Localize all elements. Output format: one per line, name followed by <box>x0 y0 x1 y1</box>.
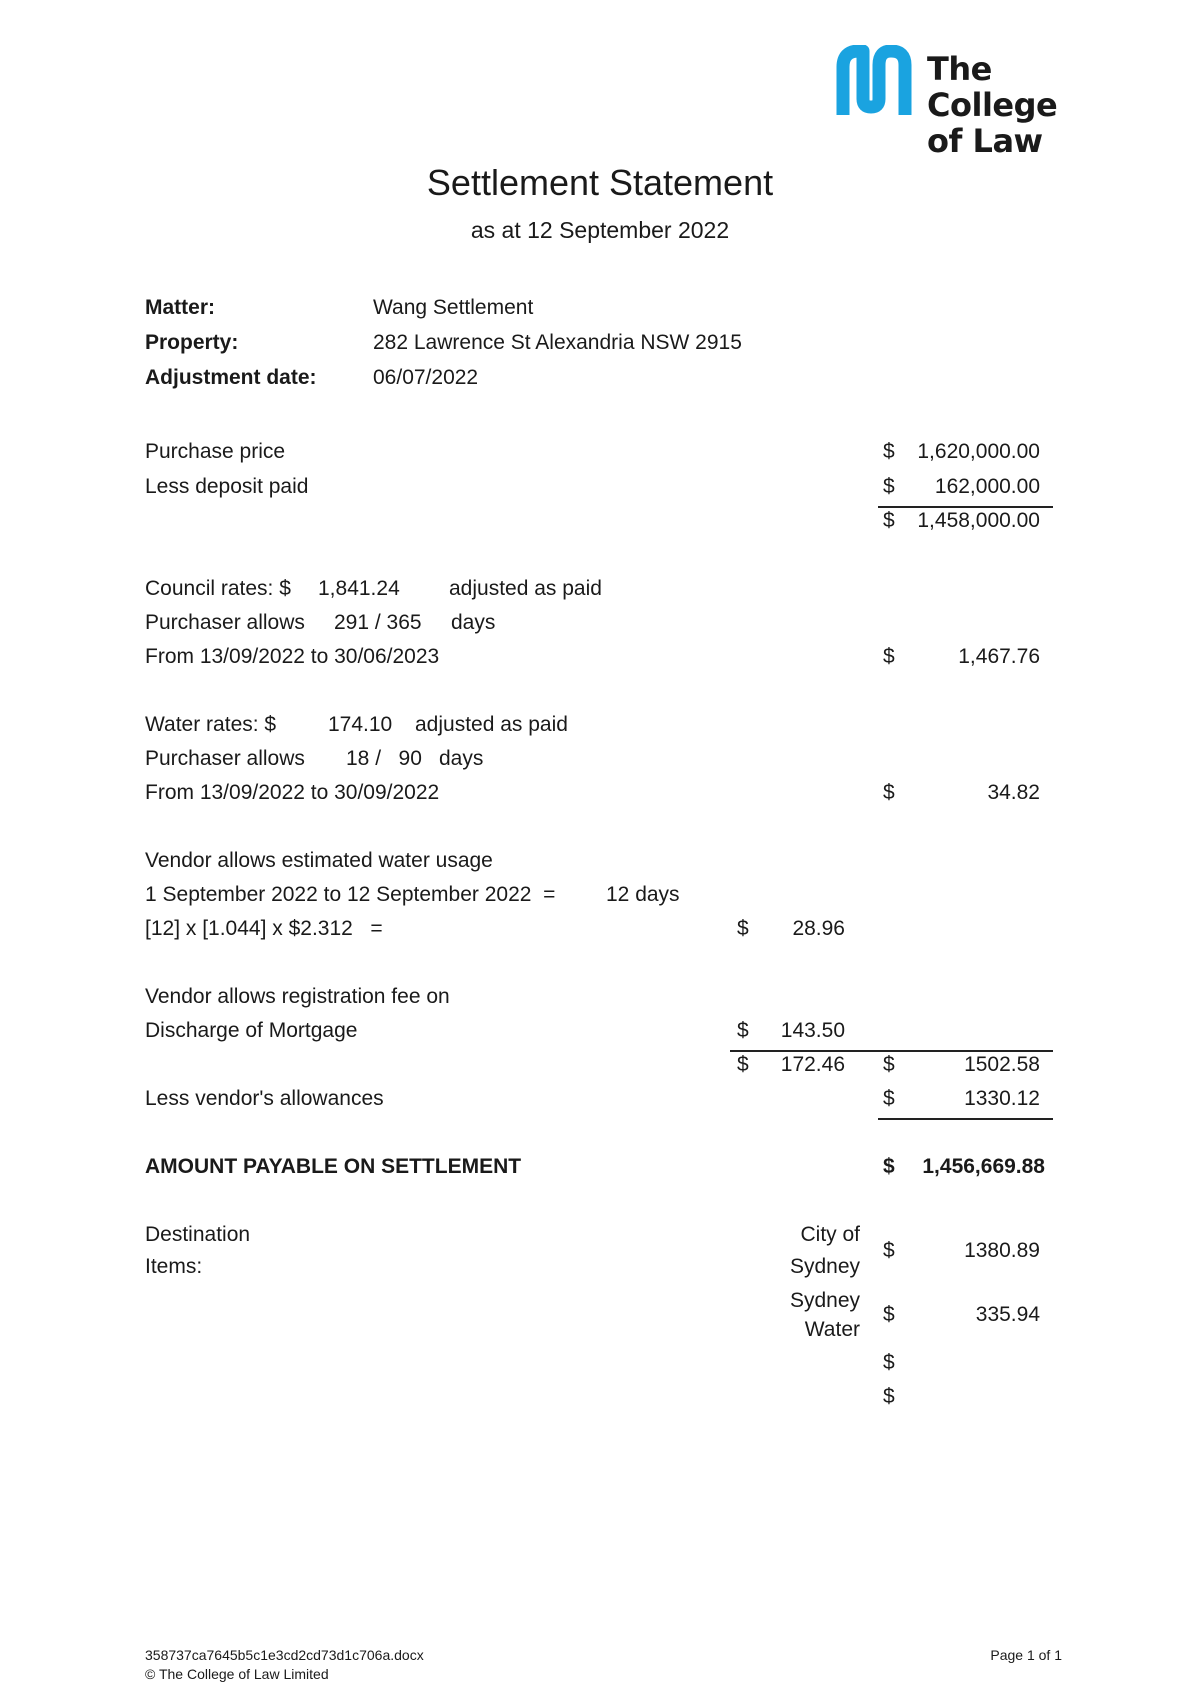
council-purchaser-allows: Purchaser allows <box>145 611 305 634</box>
usage-currency: $ <box>737 917 749 940</box>
usage-period: 1 September 2022 to 12 September 2022 = <box>145 883 556 906</box>
council-period: From 13/09/2022 to 30/06/2023 <box>145 645 440 668</box>
matter-value: Wang Settlement <box>373 296 534 319</box>
logo-mark-icon <box>835 45 915 123</box>
property-value: 282 Lawrence St Alexandria NSW 2915 <box>373 331 742 354</box>
purchase-price-currency: $ <box>883 440 895 463</box>
matter-label: Matter: <box>145 296 216 319</box>
deposit-value: 162,000.00 <box>934 475 1040 498</box>
water-purchaser-allows: Purchaser allows <box>145 747 305 770</box>
usage-label: Vendor allows estimated water usage <box>145 849 493 872</box>
water-rates-adjusted: adjusted as paid <box>415 713 568 736</box>
less-vendor-currency: $ <box>883 1087 895 1110</box>
water-ratio: 18 / 90 <box>346 747 422 770</box>
usage-days: 12 days <box>606 883 680 906</box>
subtotal-divider <box>730 1050 1053 1052</box>
vendor-subtotal-currency: $ <box>737 1053 749 1076</box>
footer-filename: 358737ca7645b5c1e3cd2cd73d1c706a.docx <box>145 1647 424 1663</box>
council-rates-label: Council rates: $ <box>145 577 291 600</box>
water-days: days <box>439 747 484 770</box>
total-divider <box>878 1118 1053 1120</box>
purchaser-subtotal-currency: $ <box>883 1053 895 1076</box>
registration-label: Vendor allows registration fee on <box>145 985 450 1008</box>
divider-line <box>878 506 1053 508</box>
registration-discharge: Discharge of Mortgage <box>145 1019 358 1042</box>
destination-items-label: Items: <box>145 1255 203 1278</box>
destination-label: Destination <box>145 1223 251 1246</box>
destination-item-currency: $ <box>883 1351 895 1374</box>
page-title: Settlement Statement <box>426 162 774 203</box>
purchase-price-value: 1,620,000.00 <box>917 440 1040 463</box>
council-days: days <box>451 611 496 634</box>
destination-item-value: 1380.89 <box>964 1239 1040 1262</box>
destination-item-name: Sydney <box>789 1255 860 1278</box>
usage-formula: [12] x [1.044] x $2.312 = <box>145 917 383 940</box>
water-rates-label: Water rates: $ <box>145 713 277 736</box>
page-subtitle: as at 12 September 2022 <box>470 217 730 243</box>
adjustment-date-label: Adjustment date: <box>145 366 317 389</box>
college-of-law-logo <box>835 45 1130 160</box>
destination-item-value: 335.94 <box>975 1303 1040 1326</box>
council-value: 1,467.76 <box>958 645 1040 668</box>
water-rates-amount: 174.10 <box>328 713 393 736</box>
vendor-subtotal-value: 172.46 <box>780 1053 845 1076</box>
logo-line-2: of Law <box>927 122 1043 160</box>
water-value: 34.82 <box>987 781 1040 804</box>
less-vendor-allowances-label: Less vendor's allowances <box>145 1087 384 1110</box>
destination-item-currency: $ <box>883 1239 895 1262</box>
balance-value: 1,458,000.00 <box>917 509 1040 532</box>
amount-payable-currency: $ <box>883 1155 895 1178</box>
property-label: Property: <box>145 331 239 354</box>
council-rates-adjusted: adjusted as paid <box>449 577 602 600</box>
registration-value: 143.50 <box>780 1019 845 1042</box>
deposit-label: Less deposit paid <box>145 475 309 498</box>
footer-copyright: © The College of Law Limited <box>145 1666 329 1682</box>
less-vendor-value: 1330.12 <box>964 1087 1040 1110</box>
adjustment-date-value: 06/07/2022 <box>373 366 479 389</box>
destination-item-name: City of <box>800 1223 860 1246</box>
logo-line-1: The College <box>927 50 1058 124</box>
purchaser-subtotal-value: 1502.58 <box>964 1053 1040 1076</box>
water-period: From 13/09/2022 to 30/09/2022 <box>145 781 440 804</box>
destination-item-name: Sydney <box>789 1289 860 1312</box>
council-ratio: 291 / 365 <box>334 611 422 634</box>
balance-currency: $ <box>883 509 895 532</box>
amount-payable-label: AMOUNT PAYABLE ON SETTLEMENT <box>145 1155 522 1178</box>
purchase-price-label: Purchase price <box>145 440 286 463</box>
footer-page-number: Page 1 of 1 <box>990 1647 1062 1663</box>
amount-payable-value: 1,456,669.88 <box>922 1155 1045 1178</box>
destination-item-currency: $ <box>883 1303 895 1326</box>
usage-value: 28.96 <box>792 917 845 940</box>
water-currency: $ <box>883 781 895 804</box>
registration-currency: $ <box>737 1019 749 1042</box>
council-rates-amount: 1,841.24 <box>318 577 400 600</box>
destination-item-currency: $ <box>883 1385 895 1408</box>
deposit-currency: $ <box>883 475 895 498</box>
destination-item-name: Water <box>804 1318 860 1341</box>
council-currency: $ <box>883 645 895 668</box>
